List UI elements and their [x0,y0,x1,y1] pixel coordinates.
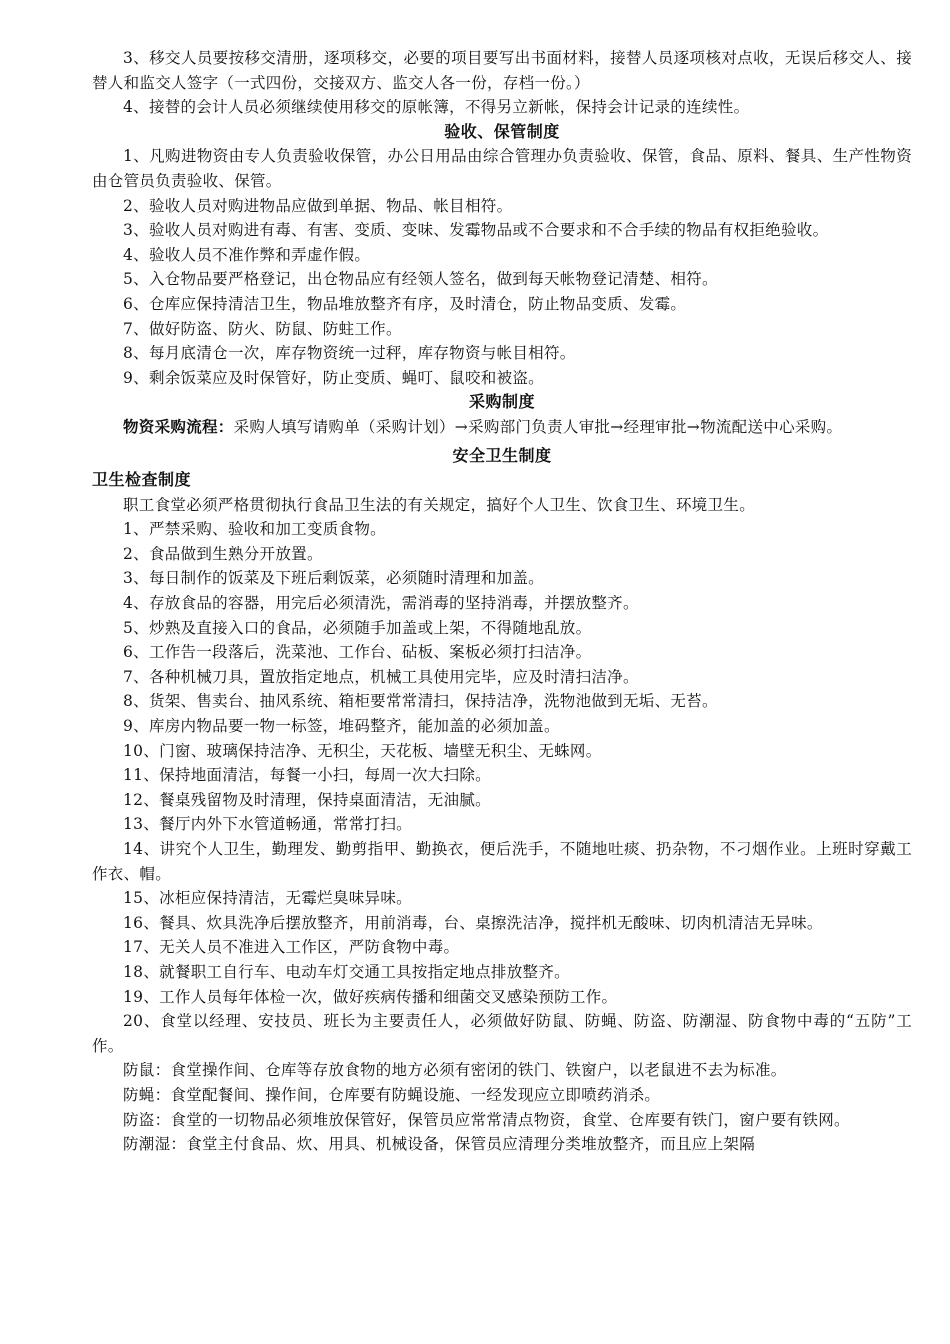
hygiene-item: 2、食品做到生熟分开放置。 [123,544,323,563]
hygiene-item: 20、食堂以经理、安技员、班长为主要责任人，必须做好防鼠、防蝇、防盗、防潮湿、防食物中毒的“五防”工作。 [92,1012,912,1055]
hygiene-item: 13、餐厅内外下水管道畅通，常常打扫。 [123,815,412,834]
hygiene-item: 9、库房内物品要一物一标签，堆码整齐，能加盖的必须加盖。 [123,717,560,736]
purchase-flow-label: 物资采购流程： [123,416,234,436]
hygiene-item: 防蝇：食堂配餐间、操作间，仓库要有防蝇设施、一经发现应立即喷药消杀。 [123,1085,661,1104]
acceptance-item: 6、仓库应保持清洁卫生，物品堆放整齐有序，及时清仓，防止物品变质、发霉。 [123,294,687,313]
hygiene-item: 11、保持地面清洁，每餐一小扫，每周一次大扫除。 [123,766,491,785]
handover-item-4: 4、接替的会计人员必须继续使用移交的原帐簿，不得另立新帐，保持会计记录的连续性。 [123,98,750,117]
hygiene-item: 4、存放食品的容器，用完后必须清洗，需消毒的坚持消毒，并摆放整齐。 [123,594,639,613]
acceptance-item: 2、验收人员对购进物品应做到单据、物品、帐目相符。 [123,196,513,215]
hygiene-item: 5、炒熟及直接入口的食品，必须随手加盖或上架，不得随地乱放。 [123,618,592,637]
acceptance-item: 7、做好防盗、防火、防鼠、防蛀工作。 [123,319,402,338]
hygiene-item: 15、冰柜应保持清洁，无霉烂臭味异味。 [123,889,412,908]
hygiene-item: 14、讲究个人卫生，勤理发、勤剪指甲、勤换衣，便后洗手，不随地吐痰、扔杂物，不刁烟作业。上班时穿戴工作衣、帽。 [92,840,912,883]
acceptance-item: 5、入仓物品要严格登记，出仓物品应有经领人签名，做到每天帐物登记清楚、相符。 [123,270,718,289]
document-page [92,46,912,1157]
hygiene-item: 18、就餐职工自行车、电动车灯交通工具按指定地点排放整齐。 [123,962,570,981]
hygiene-item: 16、餐具、炊具洗净后摆放整齐，用前消毒，台、桌擦洗洁净，搅拌机无酸味、切肉机清洁无异味。 [123,913,823,932]
acceptance-title: 验收、保管制度 [444,121,560,141]
hygiene-title: 卫生检查制度 [92,470,192,490]
hygiene-item: 19、工作人员每年体检一次，做好疾病传播和细菌交叉感染预防工作。 [123,987,618,1006]
acceptance-item: 4、验收人员不准作弊和弄虚作假。 [123,245,371,264]
acceptance-item: 1、凡购进物资由专人负责验收保管，办公日用品由综合管理办负责验收、保管，食品、原料、餐具、生产性物资由仓管员负责验收、保管。 [92,147,912,190]
acceptance-item: 8、每月底清仓一次，库存物资统一过秤，库存物资与帐目相符。 [123,344,576,363]
acceptance-item: 9、剩余饭菜应及时保管好，防止变质、蝇叮、鼠咬和被盗。 [123,368,544,387]
hygiene-item: 17、无关人员不准进入工作区，严防食物中毒。 [123,938,460,957]
safety-title: 安全卫生制度 [452,445,552,465]
handover-item-3: 3、移交人员要按移交清册，逐项移交，必要的项目要写出书面材料，接替人员逐项核对点收，无误后移交人、接替人和监交人签字（一式四份，交接双方、监交人各一份，存档一份。） [92,49,912,92]
purchase-flow-text: 采购人填写请购单（采购计划）→采购部门负责人审批→经理审批→物流配送中心采购。 [233,417,843,436]
hygiene-intro: 职工食堂必须严格贯彻执行食品卫生法的有关规定，搞好个人卫生、饮食卫生、环境卫生。 [123,495,756,514]
hygiene-item: 12、餐桌残留物及时清理，保持桌面清洁，无油腻。 [123,790,491,809]
hygiene-item: 防盗：食堂的一切物品必须堆放保管好，保管员应常常清点物资，食堂、仓库要有铁门，窗户要有铁网。 [123,1110,850,1129]
hygiene-item: 防潮湿：食堂主付食品、炊、用具、机械设备，保管员应清理分类堆放整齐，而且应上架隔 [123,1135,756,1154]
hygiene-item: 7、各种机械刀具，置放指定地点，机械工具使用完毕，应及时清扫洁净。 [123,667,639,686]
hygiene-item: 1、严禁采购、验收和加工变质食物。 [123,520,386,539]
hygiene-item: 8、货架、售卖台、抽风系统、箱柜要常常清扫，保持洁净，洗物池做到无垢、无苔。 [123,692,718,711]
hygiene-item: 10、门窗、玻璃保持洁净、无积尘，天花板、墙壁无积尘、无蛛网。 [123,741,602,760]
purchase-flow [92,415,912,440]
hygiene-item: 3、每日制作的饭菜及下班后剩饭菜，必须随时清理和加盖。 [123,569,544,588]
acceptance-item: 3、验收人员对购进有毒、有害、变质、变味、发霉物品或不合要求和不合手续的物品有权拒绝验收。 [123,221,829,240]
hygiene-item: 6、工作告一段落后，洗菜池、工作台、砧板、案板必须打扫洁净。 [123,643,592,662]
purchase-title: 采购制度 [468,392,535,412]
hygiene-item: 防鼠：食堂操作间、仓库等存放食物的地方必须有密闭的铁门、铁窗户，以老鼠进不去为标准。 [123,1061,787,1080]
